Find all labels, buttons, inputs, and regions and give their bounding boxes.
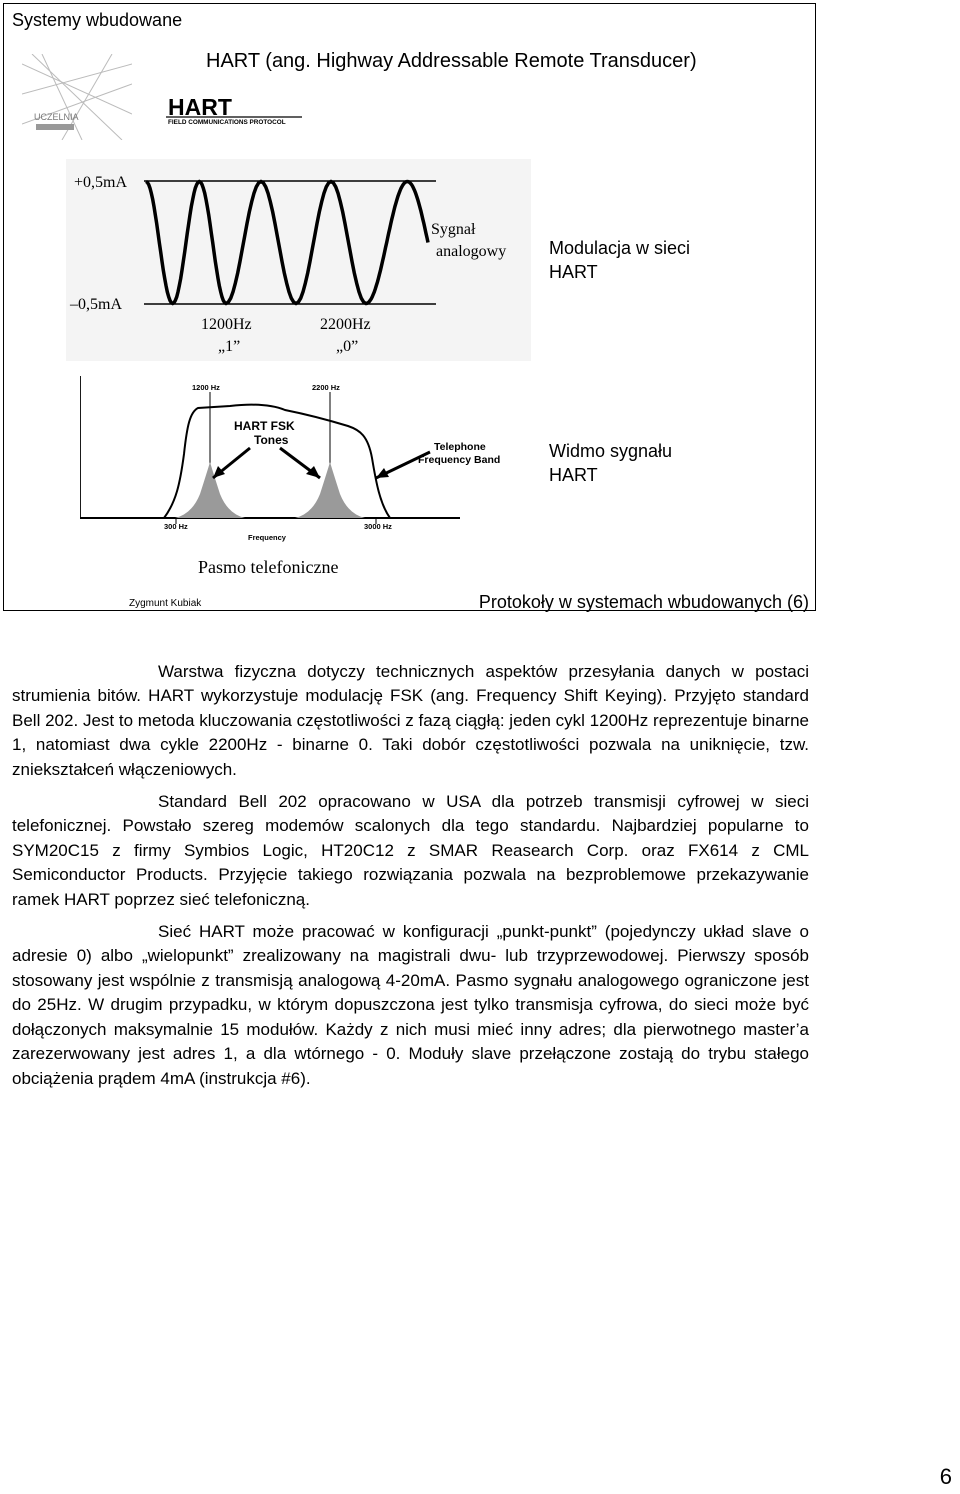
body-text (12, 660, 809, 1099)
slide-frame (3, 3, 816, 611)
fig1-signal-label-1: Sygnał (431, 221, 476, 238)
paragraph: Standard Bell 202 opracowano w USA dla potrzeb transmisji cyfrowej w sieci telefonicznej. Powstało szereg modemów scalonych dla tego standardu. Najbardziej popularne to SYM20C15 z firmy Symbios Logic, HT20C12 z SMAR Reasearch Corp. oraz FX614 z CML Semiconductor Products. Przyjęcie takiego rozwiązania pozwala na bezproblemowe przekazywanie ramek HART poprzez sieć telefoniczną. (12, 792, 809, 909)
fig1-bit2: „0” (336, 338, 359, 355)
hart-logo-tagline: FIELD COMMUNICATIONS PROTOCOL (168, 119, 286, 126)
fig2-tone1: 1200 Hz (192, 383, 220, 392)
fig2-band-label-2: Frequency Band (418, 454, 501, 466)
fig1-top-label: +0,5mA (74, 174, 128, 191)
fig2-band-label-1: Telephone (434, 441, 486, 453)
fig2-fsk-label-2: Tones (254, 433, 289, 447)
fig1-freq2: 2200Hz (320, 316, 371, 333)
spectrum-figure (80, 374, 510, 579)
fig2-axis-label: Frequency (248, 533, 286, 542)
spectrum-label-line1: Widmo sygnału (549, 441, 673, 461)
university-logo-text: UCZELNIA (34, 112, 79, 122)
fig2-fsk-label-1: HART FSK (234, 419, 295, 433)
paragraph: Sieć HART może pracować w konfiguracji „punkt-punkt” (pojedynczy układ slave o adresie 0) albo „wielopunkt” zrealizowany na magistrali dwu- lub trzyprzewodowej. Pierwszy sposób stosowany jest wspólnie z transmisją analogową 4-20mA. Pasmo sygnału analogowego ograniczone jest do 25Hz. W drugim przypadku, w którym dopuszczona jest tylko transmisja cyfrowa, do sieci może być dołączonych maksymalnie 15 modułów. Każdy z nich musi mieć inny adres; dla pierwotnego master’a zarezerwowany jest adres 1, a dla wtórnego - 0. Moduły slave przełączone zostają do trybu stałego obciążenia prądem 4mA (instrukcja #6). (12, 922, 809, 1088)
spectrum-label (549, 439, 672, 487)
slide-title: HART (ang. Highway Addressable Remote Transducer) (206, 50, 697, 72)
fsk-modulation-figure (66, 159, 531, 361)
fig2-tone2: 2200 Hz (312, 383, 340, 392)
fig2-caption: Pasmo telefoniczne (198, 557, 339, 577)
hart-logo-text: HART (168, 94, 232, 120)
fig1-freq1: 1200Hz (201, 316, 252, 333)
slide-footer: Protokoły w systemach wbudowanych (6) (478, 592, 809, 612)
modulation-label-line1: Modulacja w sieci (549, 238, 691, 258)
fig1-bottom-label: –0,5mA (70, 296, 122, 313)
fig2-freq-low: 300 Hz (164, 522, 188, 531)
modulation-label-line2: HART (549, 262, 598, 282)
university-logo (22, 54, 132, 140)
page-number: 6 (939, 1464, 952, 1489)
spectrum-label-line2: HART (549, 465, 598, 485)
modulation-label (549, 236, 690, 284)
hart-logo (164, 94, 304, 126)
slide-header: Systemy wbudowane (12, 10, 183, 30)
slide-author: Zygmunt Kubiak (129, 598, 202, 609)
fig2-freq-high: 3000 Hz (364, 522, 392, 531)
fig1-bit1: „1” (218, 338, 241, 355)
fig1-signal-label-2: analogowy (436, 243, 507, 260)
paragraph: Warstwa fizyczna dotyczy technicznych aspektów przesyłania danych w postaci strumienia bitów. HART wykorzystuje modulację FSK (ang. Frequency Shift Keying). Przyjęto standard Bell 202. Jest to metoda kluczowania częstotliwości z fazą ciągłą: jeden cykl 1200Hz reprezentuje binarne 1, natomiast dwa cykle 2200Hz - binarne 0. Taki dobór częstotliwości pozwala na uniknięcie, tzw. zniekształceń włączeniowych. (12, 662, 809, 779)
